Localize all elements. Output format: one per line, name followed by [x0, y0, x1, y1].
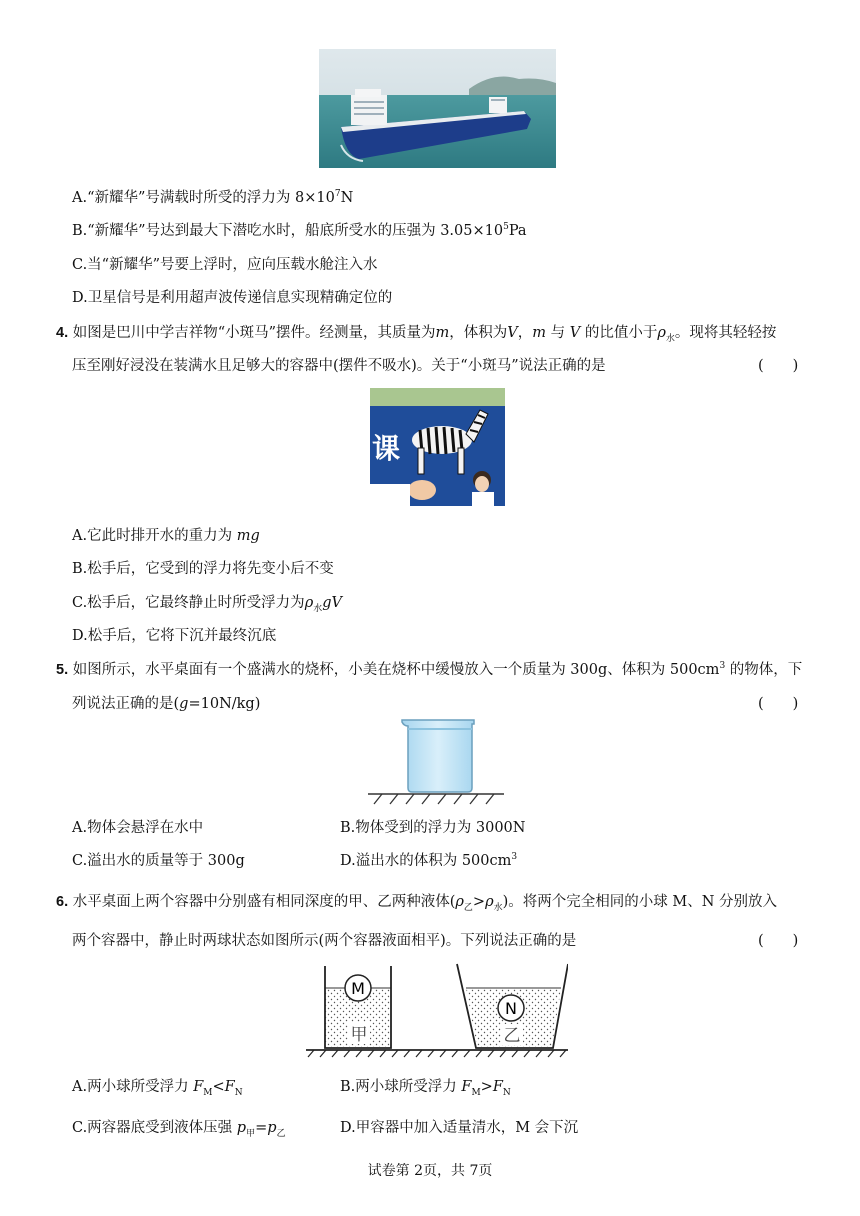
q4-option-a: A.它此时排开水的重力为 mg: [72, 528, 260, 544]
q5-answer-paren: ( ): [758, 696, 799, 712]
q6-stem-line2: 两个容器中，静止时两球状态如图所示(两个容器液面相平)。下列说法正确的是: [72, 933, 577, 949]
q6-stem-line1: 6. 水平桌面上两个容器中分别盛有相同深度的甲、乙两种液体$(\rho_乙>\rho_水)$。将两个完全相同的小球 M、N 分别放入: [56, 894, 778, 913]
ship-photo: [319, 49, 556, 168]
container-label-jia: 甲: [350, 1025, 368, 1045]
q6-option-d: D.甲容器中加入适量清水，M 会下沉: [340, 1120, 579, 1136]
q4-stem-line2: 压至刚好浸没在装满水且足够大的容器中(摆件不吸水)。关于“小斑马”说法正确的是: [72, 358, 606, 374]
q6-option-b: B.两小球所受浮力 $F_M>F_N$: [340, 1079, 511, 1098]
q3-option-a: A.“新耀华”号满载时所受的浮力为 $8\times 10^7N$: [72, 189, 354, 206]
q6-answer-paren: ( ): [758, 933, 799, 949]
q4-option-d: D.松手后，它将下沉并最终沉底: [72, 628, 277, 644]
q4-option-b: B.松手后，它受到的浮力将先变小后不变: [72, 561, 334, 577]
q5-option-c: C.溢出水的质量等于 300g: [72, 853, 245, 869]
containers-diagram: [306, 962, 568, 1058]
q5-stem-line1: 5. 如图所示，水平桌面有一个盛满水的烧杯，小美在烧杯中缓慢放入一个质量为 300g、体积为 $500cm^3$ 的物体，下: [56, 661, 803, 678]
q3-option-d: D.卫星信号是利用超声波传递信息实现精确定位的: [72, 290, 393, 306]
q5-stem-line2: 列说法正确的是(g=10N/kg): [72, 696, 261, 712]
q5-option-b: B.物体受到的浮力为 3000N: [340, 820, 526, 836]
page-footer: 试卷第 2页，共 7页: [367, 1163, 493, 1179]
question-number: 5.: [56, 662, 69, 678]
ball-n-label: N: [505, 999, 517, 1018]
ball-m-label: M: [351, 979, 365, 998]
q4-stem-line1: 4. 如图是巴川中学吉祥物“小斑马”摆件。经测量，其质量为m，体积为V，m 与 V 的比值小于$\rho_水$。现将其轻轻按: [56, 325, 777, 344]
zebra-photo: [370, 388, 505, 506]
q3-option-b: B.“新耀华”号达到最大下潜吃水时，船底所受水的压强为 $3.05\times 10^5Pa$: [72, 222, 527, 239]
question-number: 4.: [56, 325, 69, 341]
q4-option-c: C.松手后，它最终静止时所受浮力为$\rho_水gV$: [72, 595, 342, 614]
q5-option-a: A.物体会悬浮在水中: [72, 820, 204, 836]
q4-answer-paren: ( ): [758, 358, 799, 374]
q3-option-c: C.当“新耀华”号要上浮时，应向压载水舱注入水: [72, 257, 378, 273]
container-label-yi: 乙: [503, 1026, 521, 1046]
beaker-diagram: [368, 714, 504, 806]
question-number: 6.: [56, 894, 69, 910]
q5-option-d: D.溢出水的体积为 $500cm^3$: [340, 852, 518, 869]
q6-option-a: A.两小球所受浮力 $F_M<F_N$: [72, 1079, 243, 1098]
svg-text:课: 课: [372, 432, 401, 465]
q6-option-c: C.两容器底受到液体压强 $p_甲=p_乙$: [72, 1120, 286, 1139]
